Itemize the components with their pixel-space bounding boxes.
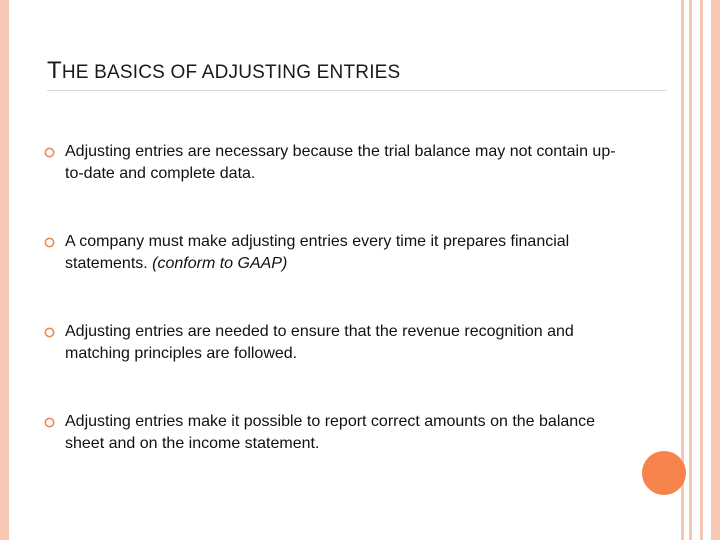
bullet-text: A company must make adjusting entries every time it prepares financial statements.: [65, 233, 570, 272]
bullet-text: Adjusting entries are necessary because the trial balance may not contain up-to-date and complete data.: [65, 143, 616, 182]
bullet-list: [44, 141, 634, 501]
slide-title: [47, 56, 647, 88]
bullet-item: [44, 141, 634, 185]
bullet-text: Adjusting entries make it possible to report correct amounts on the balance sheet and on the income statement.: [65, 413, 596, 452]
title-rest: HE BASICS OF ADJUSTING ENTRIES: [61, 62, 401, 83]
circle-bullet-icon: [44, 237, 55, 248]
title-first-letter: T: [47, 57, 62, 84]
circle-bullet-icon: [44, 147, 55, 158]
right-decorative-stripe-2: [689, 0, 692, 540]
decorative-orange-circle: [642, 451, 686, 495]
circle-bullet-icon: [44, 327, 55, 338]
circle-bullet-icon: [44, 417, 55, 428]
title-divider: [47, 90, 667, 91]
bullet-text: Adjusting entries are needed to ensure that the revenue recognition and matching principles are followed.: [65, 323, 574, 362]
bullet-emphasis: (conform to GAAP): [152, 255, 288, 272]
bullet-item: [44, 411, 634, 455]
right-decorative-stripe-3: [700, 0, 703, 540]
bullet-item: [44, 231, 634, 275]
bullet-item: [44, 321, 634, 365]
left-decorative-stripe: [0, 0, 9, 540]
right-decorative-stripe-4: [711, 0, 720, 540]
slide-title-container: [47, 56, 647, 90]
